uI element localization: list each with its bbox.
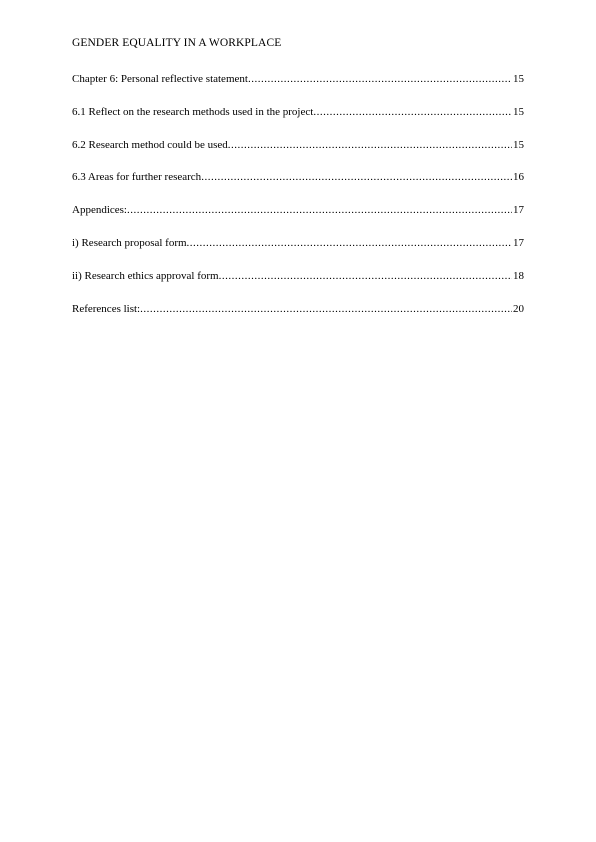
- toc-page-number: 18: [513, 269, 524, 282]
- toc-dot-leader: [201, 170, 512, 184]
- toc-dot-leader: [228, 138, 512, 152]
- toc-page-number: 17: [513, 204, 524, 217]
- toc-entry-title: References list:: [72, 302, 141, 315]
- toc-page-number: 20: [513, 302, 524, 315]
- toc-entry-chapter-6[interactable]: [72, 72, 524, 105]
- toc-entry-title: 6.2 Research method could be used: [72, 138, 228, 151]
- toc-entry-title: Appendices:: [72, 204, 127, 217]
- toc-entry-title: i) Research proposal form: [72, 236, 187, 249]
- toc-page-number: 16: [513, 171, 524, 184]
- toc-entry-ethics-approval-form[interactable]: [72, 269, 524, 302]
- toc-entry-6-1[interactable]: [72, 105, 524, 138]
- toc-page-number: 15: [513, 73, 524, 85]
- toc-dot-leader: [248, 72, 512, 86]
- toc-entry-6-2[interactable]: [72, 138, 524, 171]
- toc-entry-references[interactable]: [72, 302, 524, 335]
- toc-entry-title: 6.3 Areas for further research: [72, 171, 202, 184]
- toc-dot-leader: [219, 269, 512, 283]
- toc-entry-appendices[interactable]: [72, 203, 524, 236]
- running-header: GENDER EQUALITY IN A WORKPLACE: [72, 37, 282, 49]
- toc-dot-leader: [187, 236, 512, 250]
- toc-page-number: 15: [513, 138, 524, 151]
- toc-page-number: 17: [513, 236, 524, 249]
- toc-entry-research-proposal-form[interactable]: [72, 236, 524, 269]
- toc-entry-title: ii) Research ethics approval form: [72, 269, 219, 282]
- toc-entry-title: 6.1 Reflect on the research methods used in the project: [72, 105, 314, 118]
- toc-dot-leader: [127, 203, 512, 217]
- toc-entry-title: Chapter 6: Personal reflective statement: [72, 73, 248, 85]
- toc-entry-6-3[interactable]: [72, 170, 524, 203]
- table-of-contents: [72, 72, 524, 334]
- toc-dot-leader: [313, 105, 512, 119]
- toc-dot-leader: [140, 302, 512, 316]
- toc-page-number: 15: [513, 105, 524, 118]
